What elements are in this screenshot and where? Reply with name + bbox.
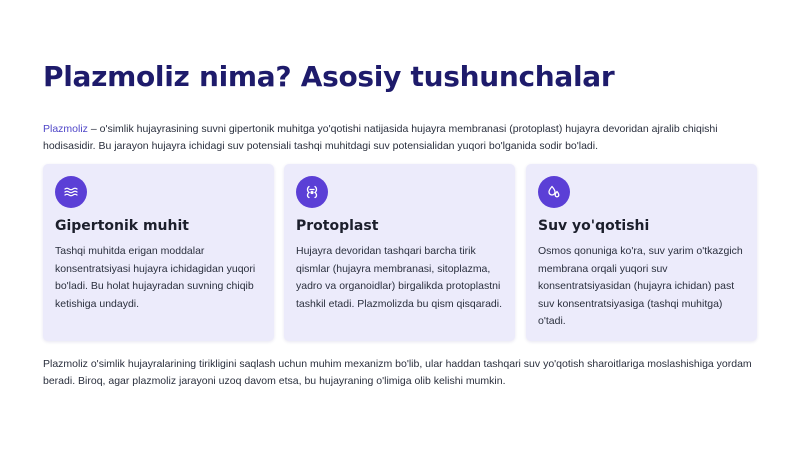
card-protoplast: [284, 164, 515, 341]
intro-text: – o'simlik hujayrasining suvni gipertonik muhitga yo'qotishi natijasida hujayra membranasi (protoplast) hujayra devoridan ajralib chiqishi hodisasidir. Bu jarayon hujayra ichidagi suv potensiali tashqi muhitdagi suv potensialidan yuqori bo'lganida sodir bo'ladi.: [43, 123, 718, 152]
cell-icon: [296, 176, 328, 208]
intro-term: Plazmoliz: [43, 123, 88, 135]
card-text: Tashqi muhitda erigan moddalar konsentratsiyasi hujayra ichidagidan yuqori bo'ladi. Bu holat hujayradan suvning chiqib ketishiga undaydi.: [55, 245, 256, 310]
card-text: Osmos qonuniga ko'ra, suv yarim o'tkazgich membrana orqali yuqori suv konsentratsiyasidan (hujayra ichidan) past suv konsentratsiyasiga (tashqi muhitga) o'tadi.: [538, 245, 743, 327]
card-suv-yoqotishi: [526, 164, 757, 341]
droplet-icon: [538, 176, 570, 208]
concept-cards: [43, 164, 757, 341]
card-title: Gipertonik muhit: [55, 218, 189, 234]
outro-paragraph: Plazmoliz o'simlik hujayralarining tirikligini saqlash uchun muhim mexanizm bo'lib, ular haddan tashqari suv yo'qotish sharoitlariga moslashishiga yordam beradi. Biroq, agar plazmoliz jarayoni uzoq davom etsa, bu hujayraning o'limiga olib kelishi mumkin.: [43, 358, 752, 387]
card-title: Suv yo'qotishi: [538, 218, 650, 234]
card-title: Protoplast: [296, 218, 379, 234]
card-text: Hujayra devoridan tashqari barcha tirik qismlar (hujayra membranasi, sitoplazma, yadro va organoidlar) birgalikda protoplastni tashkil etadi. Plazmolizda bu qism qisqaradi.: [296, 245, 503, 310]
water-waves-icon: [55, 176, 87, 208]
intro-paragraph: [43, 121, 757, 155]
card-gipertonik-muhit: [43, 164, 274, 341]
page-title: Plazmoliz nima? Asosiy tushunchalar: [43, 60, 615, 93]
